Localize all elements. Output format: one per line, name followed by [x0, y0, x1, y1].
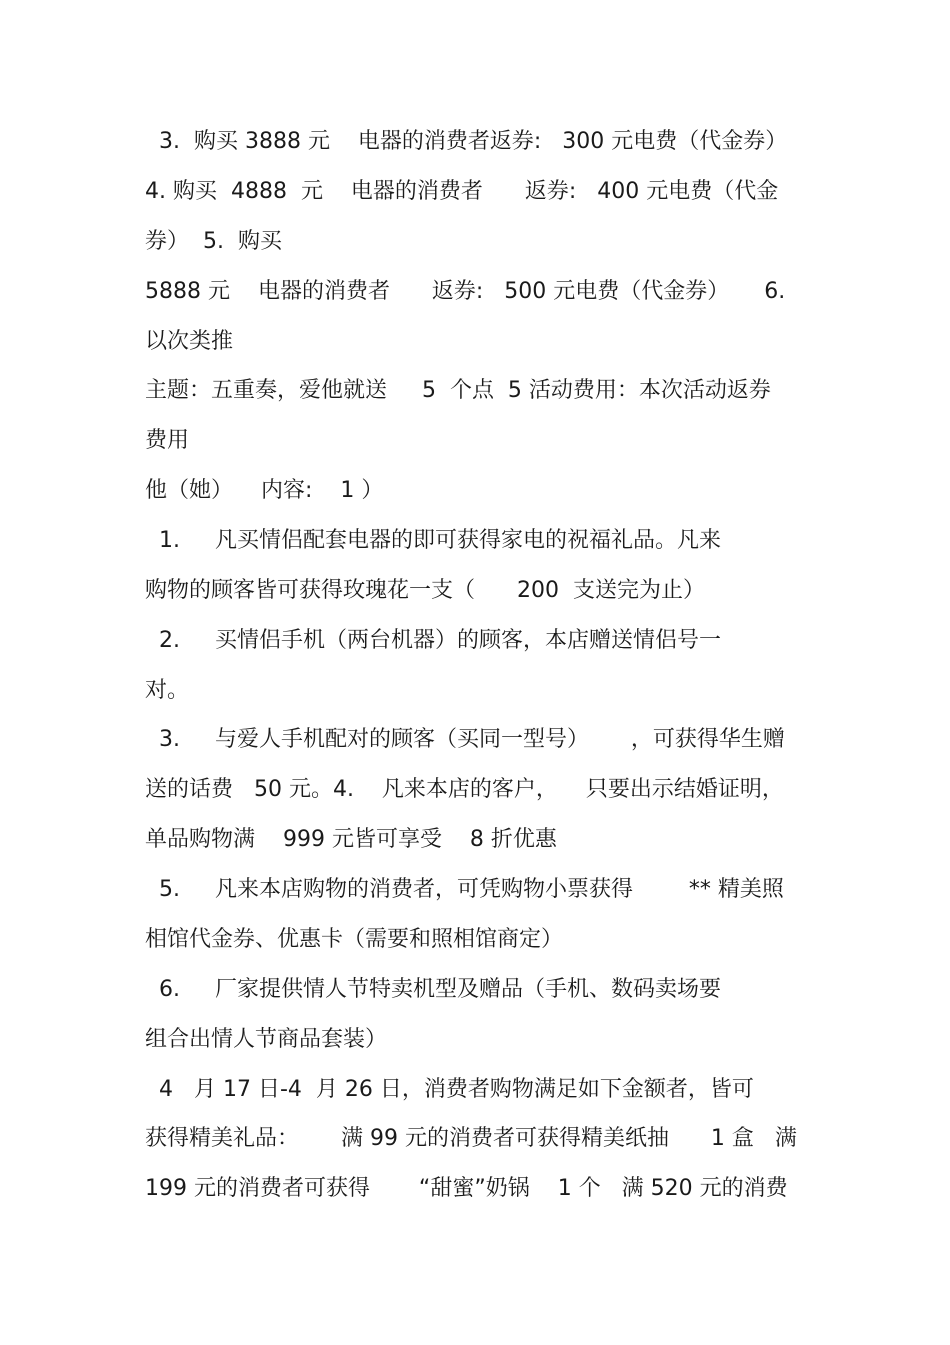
- text-line: 相馆代金券、优惠卡（需要和照相馆商定）: [145, 927, 564, 952]
- text-line: 4. 购买 4888 元 电器的消费者 返券: 400 元电费（代金: [145, 179, 779, 204]
- text-line: 购物的顾客皆可获得玫瑰花一支（ 200 支送完为止）: [145, 578, 705, 603]
- text-line: 5. 凡来本店购物的消费者，可凭购物小票获得 ** 精美照: [145, 877, 784, 902]
- text-line: 以次类推: [145, 329, 234, 354]
- text-line: 主题：五重奏，爱他就送 5 个点 5 活动费用：本次活动返券: [145, 378, 771, 403]
- text-line: 2. 买情侣手机（两台机器）的顾客，本店赠送情侣号一: [145, 628, 721, 653]
- text-line: 3. 与爱人手机配对的顾客（买同一型号） ，可获得华生赠: [145, 727, 785, 752]
- text-line: 组合出情人节商品套装）: [145, 1027, 388, 1052]
- text-line: 单品购物满 999 元皆可享受 8 折优惠: [145, 827, 557, 852]
- text-line: 6. 厂家提供情人节特卖机型及赠品（手机、数码卖场要: [145, 977, 721, 1002]
- text-line: 5888 元 电器的消费者 返券: 500 元电费（代金券） 6.: [145, 279, 786, 304]
- text-line: 费用: [145, 428, 190, 453]
- text-line: 199 元的消费者可获得 “甜蜜”奶锅 1 个 满 520 元的消费: [145, 1176, 788, 1201]
- text-line: 券） 5. 购买: [145, 229, 282, 254]
- text-line: 获得精美礼品： 满 99 元的消费者可获得精美纸抽 1 盒 满: [145, 1126, 797, 1151]
- text-line: 1. 凡买情侣配套电器的即可获得家电的祝福礼品。凡来: [145, 528, 721, 553]
- text-line: 4 月 17 日-4 月 26 日，消费者购物满足如下金额者，皆可: [145, 1077, 754, 1102]
- text-line: 送的话费 50 元。4. 凡来本店的客户， 只要出示结婚证明，: [145, 777, 784, 802]
- text-line: 对。: [145, 678, 190, 703]
- text-line: 他（她） 内容: 1 ）: [145, 478, 384, 503]
- text-line: 3. 购买 3888 元 电器的消费者返券: 300 元电费（代金券）: [145, 129, 788, 154]
